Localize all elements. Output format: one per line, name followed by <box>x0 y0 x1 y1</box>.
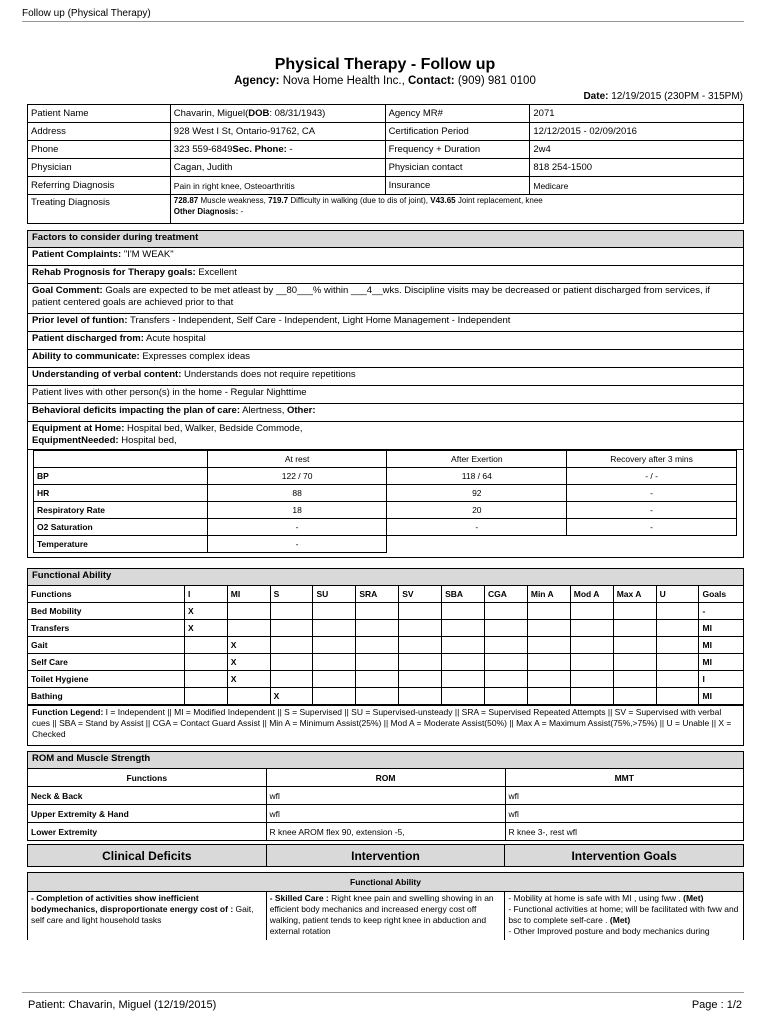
vital-value: - <box>387 519 567 536</box>
function-goal: I <box>699 671 743 688</box>
page-title: Physical Therapy - Follow up <box>274 56 496 73</box>
functional-header: I <box>184 586 227 603</box>
function-level-cell <box>484 637 527 654</box>
function-level-cell <box>399 654 442 671</box>
prior-label: Prior level of funtion: <box>32 315 128 326</box>
function-level-cell <box>313 654 356 671</box>
table-row <box>28 688 743 705</box>
vital-value: 20 <box>387 502 567 519</box>
equip-needed-label: EquipmentNeeded: <box>32 435 119 446</box>
function-level-cell <box>570 654 613 671</box>
function-level-cell <box>184 671 227 688</box>
function-level-cell <box>313 688 356 705</box>
function-level-cell <box>527 620 570 637</box>
factors-title: Factors to consider during treatment <box>28 231 743 248</box>
function-level-cell <box>656 637 699 654</box>
agency-name: Nova Home Health Inc., <box>282 75 405 87</box>
function-name: Transfers <box>28 620 184 637</box>
prior-value: Transfers - Independent, Self Care - Independent, Light Home Management - Independent <box>127 315 511 326</box>
function-level-cell <box>613 603 656 620</box>
function-level-cell <box>656 671 699 688</box>
equip-home-label: Equipment at Home: <box>32 423 125 434</box>
other-diagnosis-label: Other Diagnosis: <box>173 207 239 216</box>
table-row <box>34 519 737 536</box>
patient-name-value: Chavarin, Miguel( <box>173 108 249 119</box>
phone-cell <box>170 141 385 159</box>
function-name: Toilet Hygiene <box>28 671 184 688</box>
rom-function: Lower Extremity <box>28 823 266 841</box>
physician-label: Physician <box>28 159 171 177</box>
diag-text: Muscle weakness, <box>198 196 269 205</box>
deficit-bold: - Completion of activities show inefficient bodymechanics, disproportionate energy cost of : <box>31 893 234 914</box>
patient-name-label: Patient Name <box>28 105 171 123</box>
intervention-goals-header: Intervention Goals <box>505 845 744 867</box>
rom-function: Neck & Back <box>28 787 266 805</box>
table-row <box>34 536 737 553</box>
function-level-cell <box>356 603 399 620</box>
function-level-cell <box>356 671 399 688</box>
functional-header: SV <box>399 586 442 603</box>
vital-value: 88 <box>207 485 387 502</box>
patient-name <box>170 105 385 123</box>
function-level-cell <box>570 637 613 654</box>
table-row <box>28 787 743 805</box>
functional-header: Max A <box>613 586 656 603</box>
diag-code: V43.65 <box>430 196 456 205</box>
insurance-value: Medicare <box>530 177 744 195</box>
mmt-value: R knee 3-, rest wfl <box>505 823 743 841</box>
function-level-cell: X <box>227 671 270 688</box>
equip-needed-value: Hospital bed, <box>118 435 177 446</box>
goal-text: - Mobility at home is safe with MI , using fww . <box>508 893 684 903</box>
other-diagnosis-value: - <box>238 207 244 216</box>
function-level-cell <box>356 620 399 637</box>
communicate-value: Expresses complex ideas <box>139 351 251 362</box>
intervention-cell <box>266 892 505 941</box>
legend-label: Function Legend: <box>32 707 104 717</box>
function-level-cell <box>270 671 313 688</box>
footer-divider <box>22 992 744 993</box>
mmt-value: wfl <box>505 787 743 805</box>
function-level-cell: X <box>227 654 270 671</box>
vitals-header-row <box>34 451 737 468</box>
function-level-cell <box>484 654 527 671</box>
treating-diagnosis-value <box>170 195 743 224</box>
date-value: 12/19/2015 (230PM - 315PM) <box>611 91 743 102</box>
vital-value: - / - <box>567 468 737 485</box>
lives-with: Patient lives with other person(s) in the home - Regular Nighttime <box>28 386 743 404</box>
rom-header-row <box>28 769 743 787</box>
function-level-cell <box>484 620 527 637</box>
function-level-cell <box>399 671 442 688</box>
rom-title: ROM and Muscle Strength <box>28 752 743 769</box>
diag-code: 728.87 <box>173 196 199 205</box>
vitals-container <box>28 450 743 557</box>
function-goal: MI <box>699 620 743 637</box>
function-level-cell <box>270 637 313 654</box>
discharged-label: Patient discharged from: <box>32 333 144 344</box>
table-row <box>28 603 743 620</box>
footer-page-number: Page : 1/2 <box>691 999 742 1011</box>
function-level-cell <box>442 688 485 705</box>
vital-value: 118 / 64 <box>387 468 567 485</box>
function-level-cell <box>656 654 699 671</box>
goal-status: (Met) <box>609 915 631 925</box>
functional-header: SU <box>313 586 356 603</box>
goal-text: - Other Improved posture and body mechanics during <box>508 926 710 936</box>
referring-diagnosis-label: Referring Diagnosis <box>28 177 171 195</box>
function-level-cell <box>399 637 442 654</box>
clinical-detail-table <box>27 872 744 940</box>
functional-title: Functional Ability <box>28 569 743 586</box>
function-level-cell <box>527 654 570 671</box>
rom-value: R knee AROM flex 90, extension -5, <box>266 823 505 841</box>
function-level-cell <box>227 688 270 705</box>
function-level-cell <box>527 688 570 705</box>
vitals-table <box>33 450 737 553</box>
referring-diagnosis-value: Pain in right knee, Osteoarthritis <box>170 177 385 195</box>
function-name: Bed Mobility <box>28 603 184 620</box>
function-level-cell <box>656 603 699 620</box>
functional-header-row <box>28 586 743 603</box>
function-level-cell <box>270 654 313 671</box>
function-goal: - <box>699 603 743 620</box>
prognosis-label: Rehab Prognosis for Therapy goals: <box>32 267 196 278</box>
footer-patient: Patient: Chavarin, Miguel (12/19/2015) <box>28 999 217 1011</box>
function-level-cell <box>184 654 227 671</box>
mmt-value: wfl <box>505 805 743 823</box>
table-row <box>28 823 743 841</box>
clinical-deficit-cell <box>28 892 267 941</box>
contact-phone: (909) 981 0100 <box>457 75 536 87</box>
vital-value: 92 <box>387 485 567 502</box>
functional-header: Mod A <box>570 586 613 603</box>
vital-value: - <box>567 502 737 519</box>
function-level-cell <box>613 637 656 654</box>
function-level-cell <box>356 688 399 705</box>
table-row <box>28 195 744 224</box>
vital-name: Temperature <box>34 536 208 553</box>
function-level-cell <box>570 603 613 620</box>
function-name: Bathing <box>28 688 184 705</box>
table-row <box>28 892 744 941</box>
agency-label: Agency: <box>234 75 280 87</box>
rom-table <box>28 769 743 840</box>
function-level-cell <box>613 654 656 671</box>
vital-name: HR <box>34 485 208 502</box>
functional-section <box>27 568 744 746</box>
document-header-label: Follow up (Physical Therapy) <box>22 8 151 19</box>
function-level-cell <box>442 603 485 620</box>
function-goal: MI <box>699 688 743 705</box>
function-level-cell <box>442 620 485 637</box>
function-level-cell <box>527 671 570 688</box>
vital-value: - <box>567 519 737 536</box>
function-level-cell <box>613 671 656 688</box>
function-level-cell <box>442 637 485 654</box>
function-level-cell <box>442 671 485 688</box>
vital-name: Respiratory Rate <box>34 502 208 519</box>
diag-text: Difficulty in walking (due to dis of joint), <box>288 196 431 205</box>
cert-period-label: Certification Period <box>385 123 530 141</box>
patient-info-table <box>27 104 744 224</box>
prognosis-value: Excellent <box>195 267 237 278</box>
table-row <box>28 141 744 159</box>
complaints-value: "I'M WEAK" <box>121 249 174 260</box>
goal-label: Goal Comment: <box>32 285 103 296</box>
behavioral-label: Behavioral deficits impacting the plan of care: <box>32 405 240 416</box>
phone-value: 323 559-6849 <box>173 144 233 155</box>
function-level-cell: X <box>227 637 270 654</box>
physician-contact-label: Physician contact <box>385 159 530 177</box>
patient-complaints <box>28 248 743 266</box>
table-row <box>28 805 743 823</box>
function-level-cell <box>656 688 699 705</box>
vital-value: - <box>207 536 387 553</box>
goal-status: (Met) <box>683 893 704 903</box>
rom-value: wfl <box>266 805 505 823</box>
function-level-cell <box>656 620 699 637</box>
functional-header: SBA <box>442 586 485 603</box>
function-level-cell <box>270 603 313 620</box>
functional-header: Goals <box>699 586 743 603</box>
phone-label: Phone <box>28 141 171 159</box>
table-row <box>28 105 744 123</box>
function-level-cell <box>570 671 613 688</box>
functional-header: MI <box>227 586 270 603</box>
functional-table <box>28 586 743 705</box>
vitals-header <box>34 451 208 468</box>
visit-date <box>583 91 743 102</box>
function-level-cell <box>484 688 527 705</box>
rehab-prognosis <box>28 266 743 284</box>
sec-phone-label: Sec. Phone: <box>232 144 287 155</box>
goal-value: Goals are expected to be met atleast by __80___% within ___4__wks. Discipline visits may be decreased or patient discharged from services, if patient centered goals are achieved prior to that <box>32 285 710 308</box>
function-level-cell <box>527 603 570 620</box>
intervention-text: Right knee pain and swelling showing in an efficient body mechanics and increased energy cost off walking, patient tends to keep right knee in abduction and external rotation <box>269 893 494 936</box>
behavioral-other-label: Other: <box>287 405 316 416</box>
function-level-cell: X <box>184 620 227 637</box>
vital-value: 122 / 70 <box>207 468 387 485</box>
function-level-cell <box>227 603 270 620</box>
function-level-cell <box>570 620 613 637</box>
functional-header: U <box>656 586 699 603</box>
table-row <box>34 485 737 502</box>
table-row <box>28 177 744 195</box>
ability-communicate <box>28 350 743 368</box>
discharged-from <box>28 332 743 350</box>
function-level-cell <box>313 671 356 688</box>
goal-text: - Functional activities at home; will be facilitated with fww and bsc to complete self-care . <box>508 904 739 925</box>
function-level-cell <box>313 620 356 637</box>
function-level-cell <box>527 637 570 654</box>
function-legend <box>28 705 743 745</box>
function-level-cell <box>227 620 270 637</box>
function-level-cell <box>356 654 399 671</box>
functional-header: Min A <box>527 586 570 603</box>
legend-text: I = Independent || MI = Modified Independent || S = Supervised || SU = Supervised-unsteady || SRA = Supervised Repeated Attempts || SV = Supervised with verbal cues || SBA = Stand by Assist || CGA = Contact Guard Assist || Min A = Minimum Assist(25%) || Mod A = Moderate Assist(50%) || Max A = Maximum Assist(75%,>75%) || U = Unable || X = Checked <box>32 707 732 739</box>
table-row <box>28 620 743 637</box>
vitals-header: After Exertion <box>387 451 567 468</box>
understanding-verbal <box>28 368 743 386</box>
understanding-label: Understanding of verbal content: <box>32 369 182 380</box>
rom-header: MMT <box>505 769 743 787</box>
vital-value: - <box>207 519 387 536</box>
table-row <box>34 468 737 485</box>
physician-contact-value: 818 254-1500 <box>530 159 744 177</box>
functional-ability-subheader: Functional Ability <box>28 873 744 892</box>
intervention-goals-cell <box>505 892 744 941</box>
function-name: Gait <box>28 637 184 654</box>
function-level-cell <box>613 688 656 705</box>
function-level-cell <box>570 688 613 705</box>
contact-label: Contact: <box>408 75 455 87</box>
function-level-cell <box>184 688 227 705</box>
vitals-header: Recovery after 3 mins <box>567 451 737 468</box>
function-level-cell <box>399 620 442 637</box>
equip-home-value: Hospital bed, Walker, Bedside Commode, <box>124 423 303 434</box>
vital-name: O2 Saturation <box>34 519 208 536</box>
communicate-label: Ability to communicate: <box>32 351 140 362</box>
physician-value: Cagan, Judith <box>170 159 385 177</box>
function-level-cell <box>613 620 656 637</box>
rom-section <box>27 751 744 841</box>
address-label: Address <box>28 123 171 141</box>
cert-period-value: 12/12/2015 - 02/09/2016 <box>530 123 744 141</box>
table-row <box>28 654 743 671</box>
clinical-header-table <box>27 844 744 867</box>
dob-label: DOB <box>248 108 270 119</box>
function-level-cell <box>484 671 527 688</box>
prior-level <box>28 314 743 332</box>
discharged-value: Acute hospital <box>143 333 206 344</box>
rom-function: Upper Extremity & Hand <box>28 805 266 823</box>
date-label: Date: <box>583 91 609 102</box>
function-level-cell <box>442 654 485 671</box>
function-level-cell: X <box>184 603 227 620</box>
behavioral-deficits <box>28 404 743 422</box>
understanding-value: Understands does not require repetitions <box>181 369 356 380</box>
insurance-label: Insurance <box>385 177 530 195</box>
agency-mr-value: 2071 <box>530 105 744 123</box>
function-level-cell <box>399 603 442 620</box>
function-name: Self Care <box>28 654 184 671</box>
frequency-label: Frequency + Duration <box>385 141 530 159</box>
function-goal: MI <box>699 637 743 654</box>
header-divider <box>22 21 744 22</box>
treating-diagnosis-label: Treating Diagnosis <box>28 195 171 224</box>
diag-code: 719.7 <box>268 196 289 205</box>
function-level-cell <box>356 637 399 654</box>
function-level-cell <box>313 637 356 654</box>
behavioral-value: Alertness, <box>240 405 287 416</box>
rom-header: Functions <box>28 769 266 787</box>
table-row <box>28 873 744 892</box>
function-goal: MI <box>699 654 743 671</box>
sec-phone-value: - <box>286 144 293 155</box>
intervention-header: Intervention <box>266 845 505 867</box>
factors-section <box>27 230 744 558</box>
clinical-deficits-header: Clinical Deficits <box>28 845 267 867</box>
agency-line <box>0 75 770 87</box>
table-row <box>28 671 743 688</box>
complaints-label: Patient Complaints: <box>32 249 122 260</box>
vitals-header: At rest <box>207 451 387 468</box>
deficit-text: Gait, self care and light household tasks <box>31 904 254 925</box>
rom-header: ROM <box>266 769 505 787</box>
function-level-cell <box>484 603 527 620</box>
diag-text: Joint replacement, knee <box>455 196 543 205</box>
functional-header: CGA <box>484 586 527 603</box>
vital-name: BP <box>34 468 208 485</box>
table-row <box>28 637 743 654</box>
functional-header: S <box>270 586 313 603</box>
function-level-cell <box>184 637 227 654</box>
clinical-header-row <box>28 845 744 867</box>
function-level-cell <box>399 688 442 705</box>
intervention-bold: - Skilled Care : <box>269 893 329 903</box>
agency-mr-label: Agency MR# <box>385 105 530 123</box>
rom-value: wfl <box>266 787 505 805</box>
functional-header: Functions <box>28 586 184 603</box>
dob-value: : 08/31/1943) <box>269 108 326 119</box>
vital-value: - <box>567 485 737 502</box>
equipment <box>28 422 743 450</box>
address-value: 928 West I St, Ontario-91762, CA <box>170 123 385 141</box>
functional-header: SRA <box>356 586 399 603</box>
goal-comment <box>28 284 743 314</box>
vital-value: 18 <box>207 502 387 519</box>
function-level-cell: X <box>270 688 313 705</box>
function-level-cell <box>313 603 356 620</box>
table-row <box>28 123 744 141</box>
vital-empty <box>387 536 737 553</box>
table-row <box>34 502 737 519</box>
table-row <box>28 159 744 177</box>
function-level-cell <box>270 620 313 637</box>
frequency-value: 2w4 <box>530 141 744 159</box>
